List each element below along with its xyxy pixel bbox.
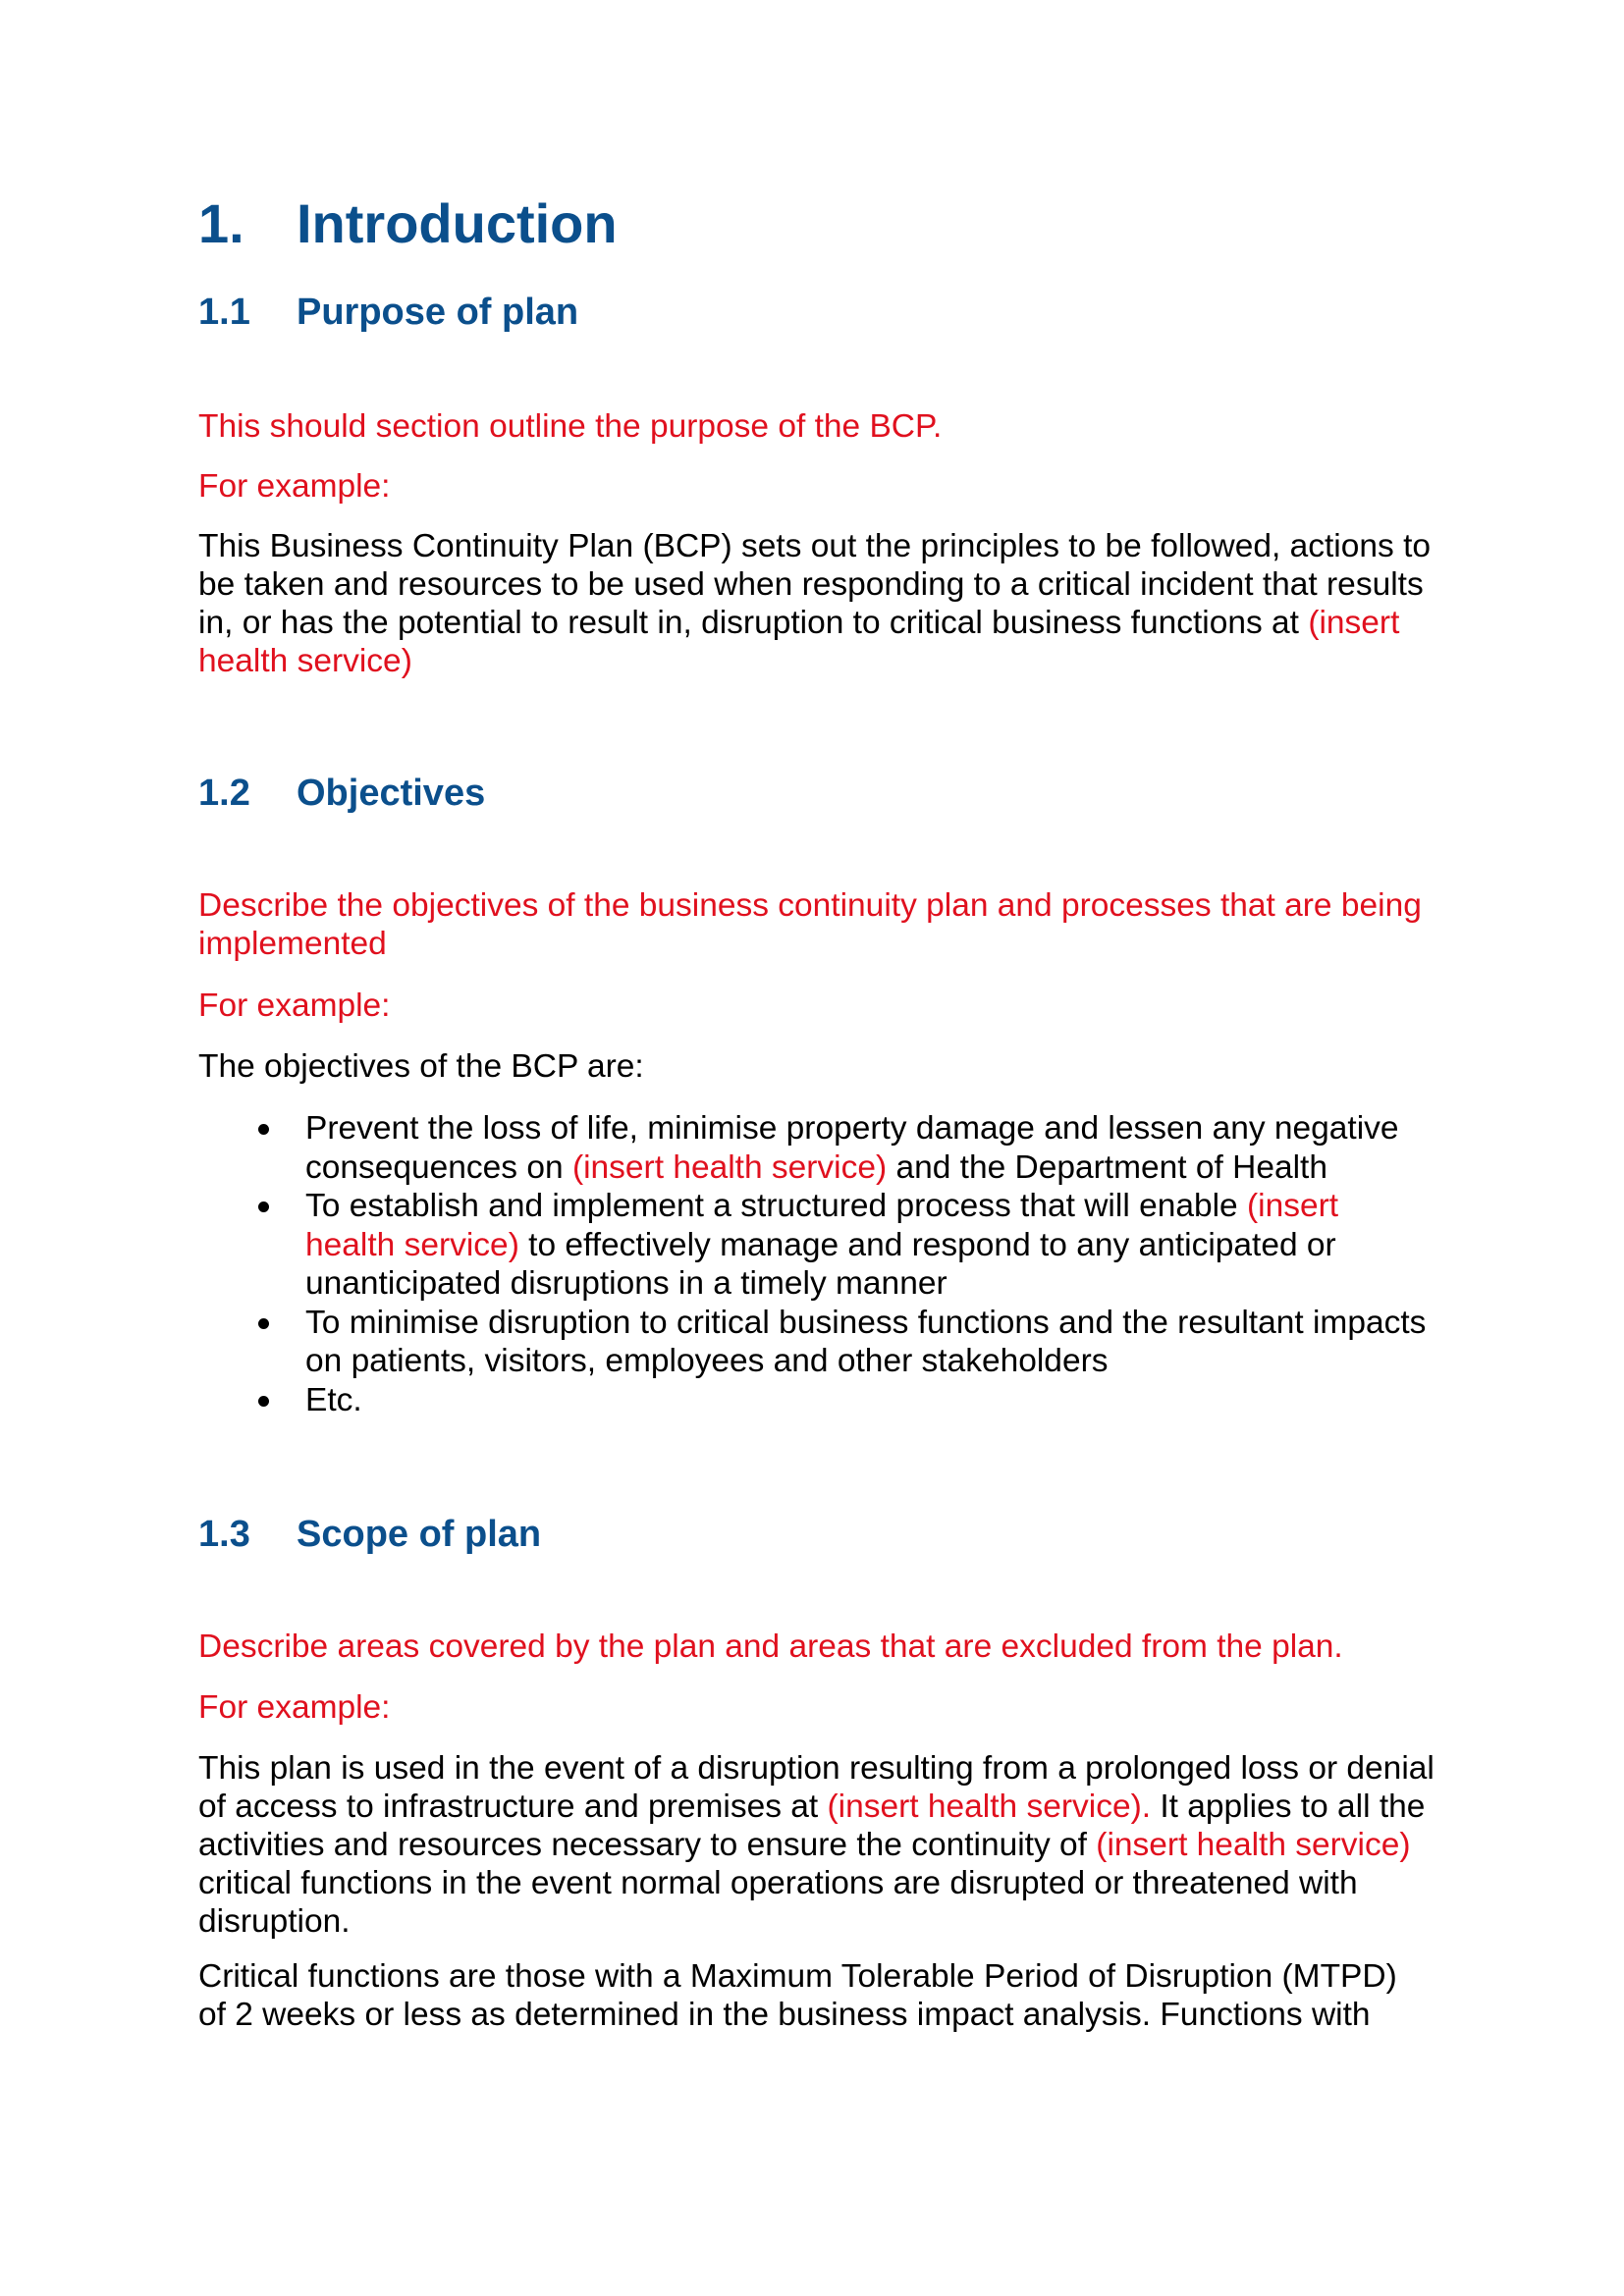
section-title: Scope of plan bbox=[297, 1514, 542, 1555]
for-example-label: For example: bbox=[198, 468, 391, 505]
paragraph-line bbox=[198, 1788, 1475, 1826]
body-text: To establish and implement a structured process that will enable bbox=[305, 1188, 1247, 1224]
paragraph-line: This Business Continuity Plan (BCP) sets out the principles to be followed, actions to bbox=[198, 528, 1432, 564]
guidance-line: Describe the objectives of the business continuity plan and processes that are being bbox=[198, 887, 1422, 924]
paragraph-line: disruption. bbox=[198, 1903, 351, 1940]
body-text: to effectively manage and respond to any anticipated or bbox=[518, 1226, 1336, 1263]
paragraph-line: of 2 weeks or less as determined in the business impact analysis. Functions with bbox=[198, 1997, 1371, 2033]
body-text: of access to infrastructure and premises at bbox=[198, 1789, 828, 1825]
body-text: and the Department of Health bbox=[887, 1148, 1327, 1186]
list-item bbox=[198, 1187, 1475, 1304]
critical-functions-paragraph bbox=[198, 1957, 1475, 2034]
paragraph-line: This plan is used in the event of a disruption resulting from a prolonged loss or denial bbox=[198, 1750, 1435, 1787]
heading-section-1-1 bbox=[198, 291, 1475, 334]
objectives-intro: The objectives of the BCP are: bbox=[198, 1048, 644, 1085]
list-item-text bbox=[305, 1226, 1475, 1265]
guidance-text-purpose: This should section outline the purpose of the BCP. bbox=[198, 408, 943, 445]
list-item bbox=[198, 1304, 1475, 1381]
placeholder-insert-health-service: (insert health service). bbox=[827, 1789, 1152, 1825]
placeholder-insert-health-service: (insert health service) bbox=[1096, 1827, 1411, 1863]
list-item-text: Prevent the loss of life, minimise property damage and lessen any negative bbox=[305, 1110, 1399, 1147]
section-title: Introduction bbox=[297, 192, 618, 254]
body-text: activities and resources necessary to ensure the continuity of bbox=[198, 1827, 1097, 1863]
section-title: Purpose of plan bbox=[297, 292, 579, 333]
paragraph-line: Critical functions are those with a Maximum Tolerable Period of Disruption (MTPD) bbox=[198, 1958, 1397, 1995]
heading-section-1 bbox=[198, 192, 1475, 255]
list-item-text: To minimise disruption to critical business functions and the resultant impacts bbox=[305, 1304, 1427, 1341]
section-number: 1.2 bbox=[198, 773, 250, 814]
bullet-icon bbox=[258, 1201, 269, 1212]
for-example-label: For example: bbox=[198, 988, 391, 1024]
objectives-list bbox=[198, 1109, 1475, 1419]
list-item-text bbox=[305, 1148, 1475, 1188]
section-title: Objectives bbox=[297, 773, 486, 814]
bullet-icon bbox=[258, 1396, 269, 1407]
body-text: in, or has the potential to result in, disruption to critical business functions at bbox=[198, 605, 1309, 641]
heading-section-1-3 bbox=[198, 1513, 1475, 1556]
scope-paragraph bbox=[198, 1749, 1475, 1941]
heading-section-1-2 bbox=[198, 772, 1475, 815]
purpose-paragraph bbox=[198, 527, 1475, 680]
body-text: It applies to all the bbox=[1151, 1789, 1426, 1825]
bullet-icon bbox=[258, 1318, 269, 1329]
placeholder-insert-health-service: health service) bbox=[305, 1226, 519, 1263]
bullet-icon bbox=[258, 1124, 269, 1135]
list-item bbox=[198, 1109, 1475, 1187]
placeholder-insert-health-service: (insert health service) bbox=[571, 1148, 888, 1186]
list-item-text bbox=[305, 1187, 1475, 1226]
paragraph-line: critical functions in the event normal operations are disrupted or threatened with bbox=[198, 1865, 1358, 1901]
for-example-label: For example: bbox=[198, 1689, 391, 1726]
paragraph-line: be taken and resources to be used when responding to a critical incident that results bbox=[198, 566, 1424, 603]
section-number: 1.3 bbox=[198, 1514, 250, 1555]
guidance-text-objectives bbox=[198, 886, 1475, 963]
paragraph-line bbox=[198, 604, 1475, 642]
list-item-text: on patients, visitors, employees and other stakeholders bbox=[305, 1343, 1109, 1379]
guidance-line: implemented bbox=[198, 926, 387, 962]
list-item-text: Etc. bbox=[305, 1381, 362, 1418]
list-item bbox=[198, 1381, 1475, 1420]
placeholder-insert-health-service: (insert bbox=[1246, 1188, 1339, 1224]
section-number: 1. bbox=[198, 192, 244, 254]
guidance-text-scope: Describe areas covered by the plan and areas that are excluded from the plan. bbox=[198, 1629, 1343, 1665]
paragraph-line bbox=[198, 1826, 1475, 1864]
list-item-text: unanticipated disruptions in a timely manner bbox=[305, 1265, 947, 1302]
placeholder-insert-health-service: (insert bbox=[1308, 605, 1400, 641]
placeholder-insert-health-service: health service) bbox=[198, 643, 412, 679]
body-text: consequences on bbox=[305, 1148, 572, 1186]
section-number: 1.1 bbox=[198, 292, 250, 333]
